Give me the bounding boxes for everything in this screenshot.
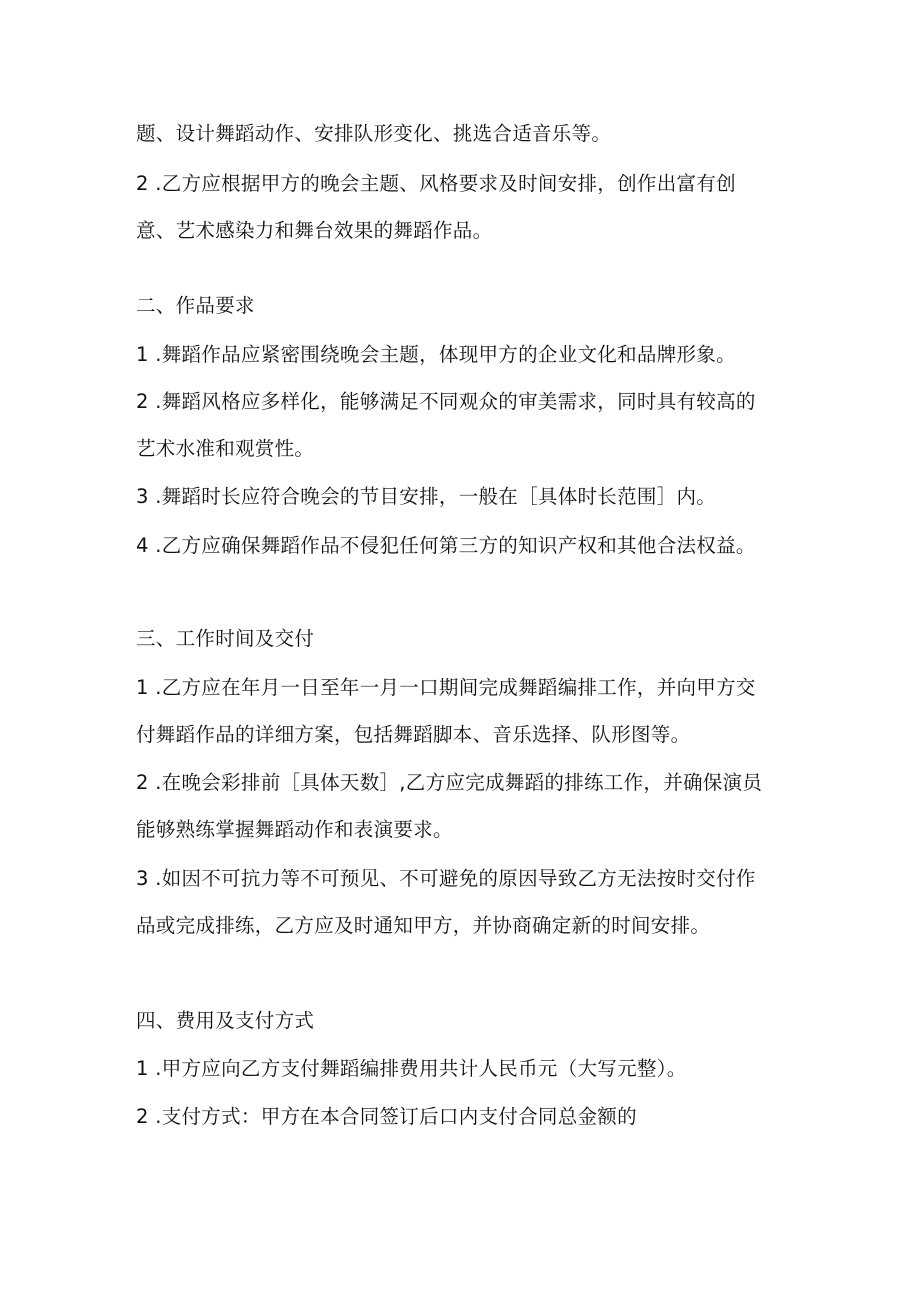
paragraph-line: 能够熟练掌握舞蹈动作和表演要求。 xyxy=(136,818,453,841)
paragraph-line: 品或完成排练，乙方应及时通知甲方，并协商确定新的时间安排。 xyxy=(136,914,711,937)
paragraph-line: 意、艺术感染力和舞台效果的舞蹈作品。 xyxy=(136,219,493,242)
paragraph-line: 3 .如因不可抗力等不可预见、不可避免的原因导致乙方无法按时交付作 xyxy=(136,867,756,890)
paragraph-line: 1 .乙方应在年月一日至年一月一口期间完成舞蹈编排工作，并向甲方交 xyxy=(136,676,756,699)
paragraph-line: 4 .乙方应确保舞蹈作品不侵犯任何第三方的知识产权和其他合法权益。 xyxy=(136,534,756,557)
section-heading: 三、工作时间及交付 xyxy=(136,627,315,650)
section-heading: 四、费用及支付方式 xyxy=(136,1009,315,1032)
paragraph-line: 1 .舞蹈作品应紧密围绕晚会主题，体现甲方的企业文化和品牌形象。 xyxy=(136,343,736,366)
paragraph-line: 1 .甲方应向乙方支付舞蹈编排费用共计人民币元（大写元整）。 xyxy=(136,1057,687,1080)
paragraph-line: 题、设计舞蹈动作、安排队形变化、挑选合适音乐等。 xyxy=(136,122,612,145)
paragraph-line: 2 .乙方应根据甲方的晚会主题、风格要求及时间安排，创作出富有创 xyxy=(136,172,736,195)
section-heading: 二、作品要求 xyxy=(136,294,255,317)
paragraph-line: 付舞蹈作品的详细方案，包括舞蹈脚本、音乐选择、队形图等。 xyxy=(136,723,691,746)
paragraph-line: 2 .支付方式：甲方在本合同签订后口内支付合同总金额的 xyxy=(136,1105,637,1128)
paragraph-line: 2 .舞蹈风格应多样化，能够满足不同观众的审美需求，同时具有较高的 xyxy=(136,390,756,413)
paragraph-line: 3 .舞蹈时长应符合晚会的节目安排，一般在［具体时长范围］内。 xyxy=(136,485,717,508)
paragraph-line: 2 .在晚会彩排前［具体天数］,乙方应完成舞蹈的排练工作，并确保演员 xyxy=(136,771,763,794)
paragraph-line: 艺术水准和观赏性。 xyxy=(136,437,315,460)
